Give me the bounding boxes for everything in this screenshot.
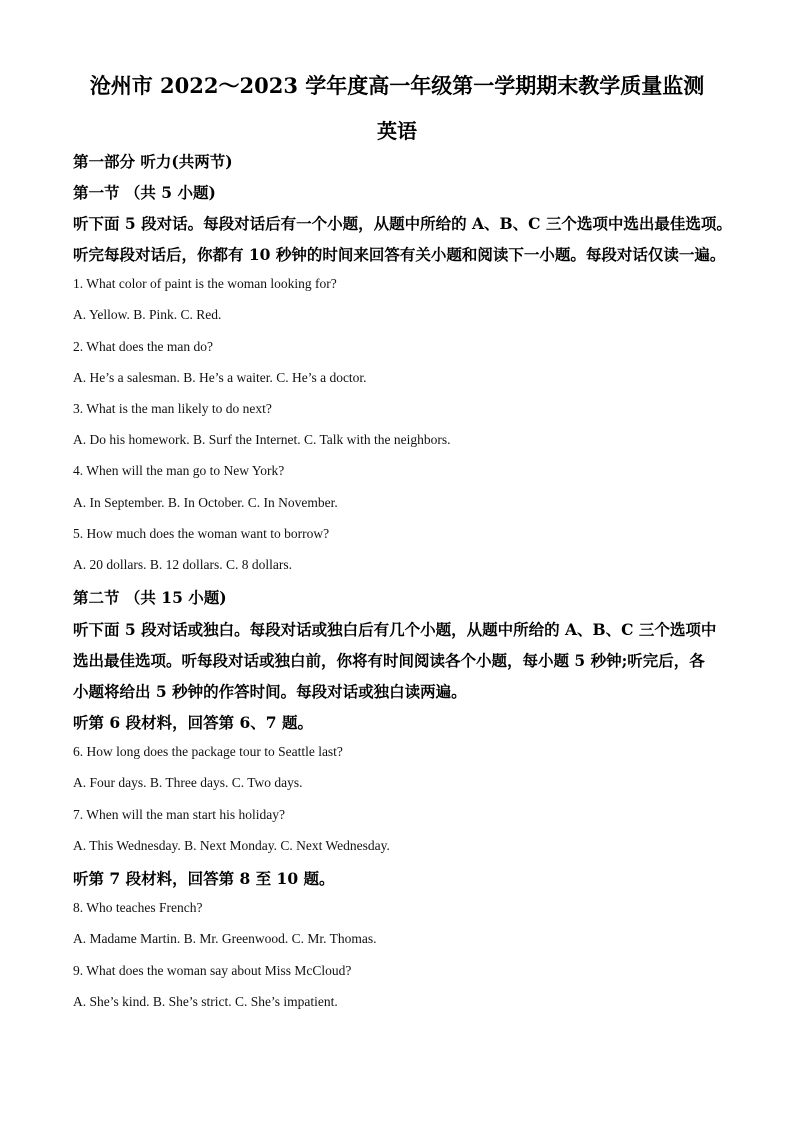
- section1-heading: 第一节 （共 5 小题): [73, 183, 216, 202]
- question-7-options: A. This Wednesday. B. Next Monday. C. Next Wednesday.: [73, 838, 390, 853]
- section2-instruction-line3: 小题将给出 5 秒钟的作答时间。每段对话或独白读两遍。: [73, 682, 467, 701]
- section2-instruction-line2: 选出最佳选项。听每段对话或独白前，你将有时间阅读各个小题，每小题 5 秒钟;听完后，各: [73, 651, 705, 670]
- question-4: 4. When will the man go to New York?: [73, 463, 285, 478]
- question-3-options: A. Do his homework. B. Surf the Internet. C. Talk with the neighbors.: [73, 432, 451, 447]
- material-7-heading: 听第 7 段材料，回答第 8 至 10 题。: [73, 869, 335, 888]
- question-4-options: A. In September. B. In October. C. In November.: [73, 495, 338, 510]
- question-7: 7. When will the man start his holiday?: [73, 807, 285, 822]
- question-2-options: A. He’s a salesman. B. He’s a waiter. C. He’s a doctor.: [73, 370, 367, 385]
- question-9-options: A. She’s kind. B. She’s strict. C. She’s impatient.: [73, 994, 338, 1009]
- question-8: 8. Who teaches French?: [73, 900, 203, 915]
- exam-title: 沧州市 2022～2023 学年度高一年级第一学期期末教学质量监测: [89, 73, 705, 98]
- section1-instruction-line2: 听完每段对话后，你都有 10 秒钟的时间来回答有关小题和阅读下一小题。每段对话仅读一遍。: [73, 245, 726, 264]
- question-9: 9. What does the woman say about Miss McCloud?: [73, 963, 352, 978]
- question-6-options: A. Four days. B. Three days. C. Two days.: [73, 775, 303, 790]
- material-6-heading: 听第 6 段材料，回答第 6、7 题。: [73, 713, 313, 732]
- question-8-options: A. Madame Martin. B. Mr. Greenwood. C. Mr. Thomas.: [73, 931, 377, 946]
- question-6: 6. How long does the package tour to Seattle last?: [73, 744, 343, 759]
- question-5: 5. How much does the woman want to borrow?: [73, 526, 330, 541]
- question-2: 2. What does the man do?: [73, 339, 213, 354]
- section2-instruction-line1: 听下面 5 段对话或独白。每段对话或独白后有几个小题，从题中所给的 A、B、C 三个选项中: [73, 620, 717, 639]
- part1-heading: 第一部分 听力(共两节): [73, 152, 233, 171]
- question-5-options: A. 20 dollars. B. 12 dollars. C. 8 dollars.: [73, 557, 292, 572]
- section2-heading: 第二节 （共 15 小题): [73, 588, 227, 607]
- question-1: 1. What color of paint is the woman looking for?: [73, 276, 337, 291]
- question-3: 3. What is the man likely to do next?: [73, 401, 272, 416]
- section1-instruction-line1: 听下面 5 段对话。每段对话后有一个小题，从题中所给的 A、B、C 三个选项中选出最佳选项。: [73, 214, 732, 233]
- question-1-options: A. Yellow. B. Pink. C. Red.: [73, 307, 222, 322]
- subject-title: 英语: [377, 119, 417, 143]
